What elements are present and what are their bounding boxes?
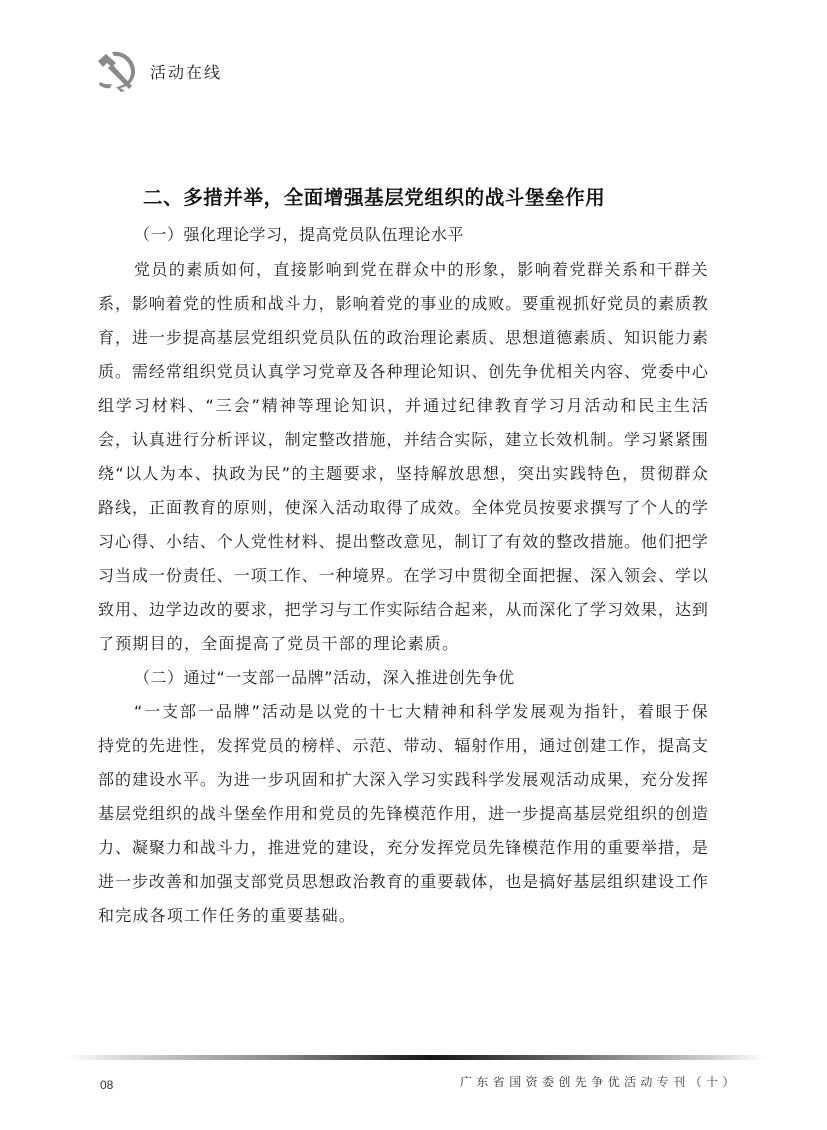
publication-title: 广东省国资委创先争优活动专刊（十） (460, 1075, 739, 1089)
page-number: 08 (100, 1078, 114, 1092)
paragraph-line: 致 用 、 边 学 边 改 的 要 求 ， 把 学 习 与 工 作 实 际 结 合 起 来 ， 从 而 深 化 了 学 习 效 果 ， 达 到 (98, 600, 708, 619)
paragraph-line: 系 ， 影 响 着 党 的 性 质 和 战 斗 力 ， 影 响 着 党 的 事 业 的 成 败 。 要 重 视 抓 好 党 员 的 素 质 教 (98, 294, 708, 313)
paragraph-line: 组 学 习 材 料 、 “ 三 会 ” 精 神 等 理 论 知 识 ， 并 通 过 纪 律 教 育 学 习 月 活 动 和 民 主 生 活 (98, 396, 708, 415)
paragraph-line: 路 线 ， 正 面 教 育 的 原 则 ， 使 深 入 活 动 取 得 了 成 效 。 全 体 党 员 按 要 求 撰 写 了 个 人 的 学 (98, 498, 708, 517)
page-header (94, 44, 222, 94)
subsection-heading-2: （二）通过“一支部一品牌”活动，深入推进创先争优 (134, 668, 515, 687)
paragraph-line: 持 党 的 先 进 性 ， 发 挥 党 员 的 榜 样 、 示 范 、 带 动 、 辐 射 作 用 ， 通 过 创 建 工 作 ， 提 高 支 (98, 736, 708, 755)
paragraph-line: 部 的 建 设 水 平 。 为 进 一 步 巩 固 和 扩 大 深 入 学 习 实 践 科 学 发 展 观 活 动 成 果 ， 充 分 发 挥 (98, 770, 708, 789)
paragraph-line: 习 心 得 、 小 结 、 个 人 党 性 材 料 、 提 出 整 改 意 见 ， 制 订 了 有 效 的 整 改 措 施 。 他 们 把 学 (98, 532, 708, 551)
paragraph-line: 质 。 需 经 常 组 织 党 员 认 真 学 习 党 章 及 各 种 理 论 知 识 、 创 先 争 优 相 关 内 容 、 党 委 中 心 (98, 362, 708, 381)
paragraph-line: “ 一 支 部 一 品 牌 ” 活 动 是 以 党 的 十 七 大 精 神 和 科 学 发 展 观 为 指 针 ， 着 眼 于 保 (134, 702, 708, 721)
paragraph-line: 会 ， 认 真 进 行 分 析 评 议 ， 制 定 整 改 措 施 ， 并 结 合 实 际 ， 建 立 长 效 机 制 。 学 习 紧 紧 围 (98, 430, 708, 449)
section-title: 二、多措并举，全面增强基层党组织的战斗堡垒作用 (143, 186, 606, 209)
header-title: 活动在线 (150, 62, 223, 82)
hammer-sickle-icon (94, 46, 140, 92)
paragraph-line: 了预期目的，全面提高了党员干部的理论素质。 (98, 634, 460, 653)
paragraph-line: 绕 “ 以 人 为 本 、 执 政 为 民 ” 的 主 题 要 求 ， 坚 持 解 放 思 想 ， 突 出 实 践 特 色 ， 贯 彻 群 众 (98, 464, 708, 483)
paragraph-line: 习 当 成 一 份 责 任 、 一 项 工 作 、 一 种 境 界 。 在 学 习 中 贯 彻 全 面 把 握 、 深 入 领 会 、 学 以 (98, 566, 708, 585)
footer-divider (66, 1055, 766, 1060)
paragraph-line: 基 层 党 组 织 的 战 斗 堡 垒 作 用 和 党 员 的 先 锋 模 范 作 用 ， 进 一 步 提 高 基 层 党 组 织 的 创 造 (98, 804, 708, 823)
subsection-heading-1: （一）强化理论学习，提高党员队伍理论水平 (134, 225, 465, 244)
paragraph-line: 和完成各项工作任务的重要基础。 (98, 906, 357, 925)
paragraph-line: 育 ， 进 一 步 提 高 基 层 党 组 织 党 员 队 伍 的 政 治 理 论 素 质 、 思 想 道 德 素 质 、 知 识 能 力 素 (98, 328, 708, 347)
paragraph-line: 进 一 步 改 善 和 加 强 支 部 党 员 思 想 政 治 教 育 的 重 要 载 体 ， 也 是 搞 好 基 层 组 织 建 设 工 作 (98, 872, 708, 891)
paragraph-line: 党 员 的 素 质 如 何 ， 直 接 影 响 到 党 在 群 众 中 的 形 象 ， 影 响 着 党 群 关 系 和 干 群 关 (134, 260, 708, 279)
paragraph-line: 力 、 凝 聚 力 和 战 斗 力 ， 推 进 党 的 建 设 ， 充 分 发 挥 党 员 先 锋 模 范 作 用 的 重 要 举 措 ， 是 (98, 838, 708, 857)
